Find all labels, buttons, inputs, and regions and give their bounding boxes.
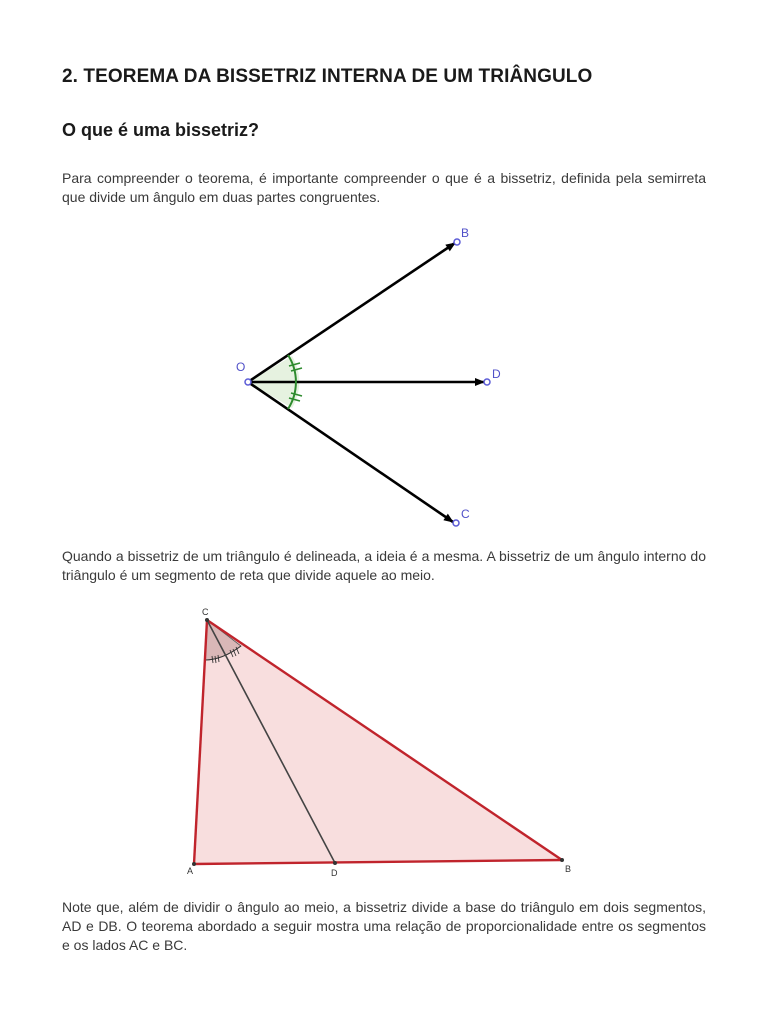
label-c: C (461, 507, 470, 521)
section-title: 2. TEOREMA DA BISSETRIZ INTERNA DE UM TRIÂNGULO (62, 66, 593, 87)
point-b (560, 858, 564, 862)
point-c (205, 618, 209, 622)
label-b: B (565, 864, 572, 874)
label-a: A (187, 866, 194, 876)
label-d: D (331, 868, 338, 878)
label-o: O (236, 360, 246, 374)
paragraph-segments-note: Note que, além de dividir o ângulo ao meio, a bissetriz divide a base do triângulo em dois segmentos, AD e DB. O teorema abordado a seguir mostra uma relação de proporcionalidade entre os segmentos e os lados AC e BC. (62, 899, 706, 953)
subsection-title: O que é uma bissetriz? (62, 120, 260, 140)
point-d (333, 861, 337, 865)
paragraph-triangle-bisector: Quando a bissetriz de um triângulo é delineada, a ideia é a mesma. A bissetriz de um ângulo interno do triângulo é um segmento de reta que divide aquele ao meio. (62, 548, 706, 583)
label-b: B (461, 226, 470, 240)
paragraph-definition: Para compreender o teorema, é importante compreender o que é a bissetriz, definida pela semirreta que divide um ângulo em duas partes congruentes. (62, 170, 706, 205)
triangle-abc (194, 620, 562, 864)
label-d: D (492, 367, 501, 381)
label-c: C (202, 607, 209, 617)
